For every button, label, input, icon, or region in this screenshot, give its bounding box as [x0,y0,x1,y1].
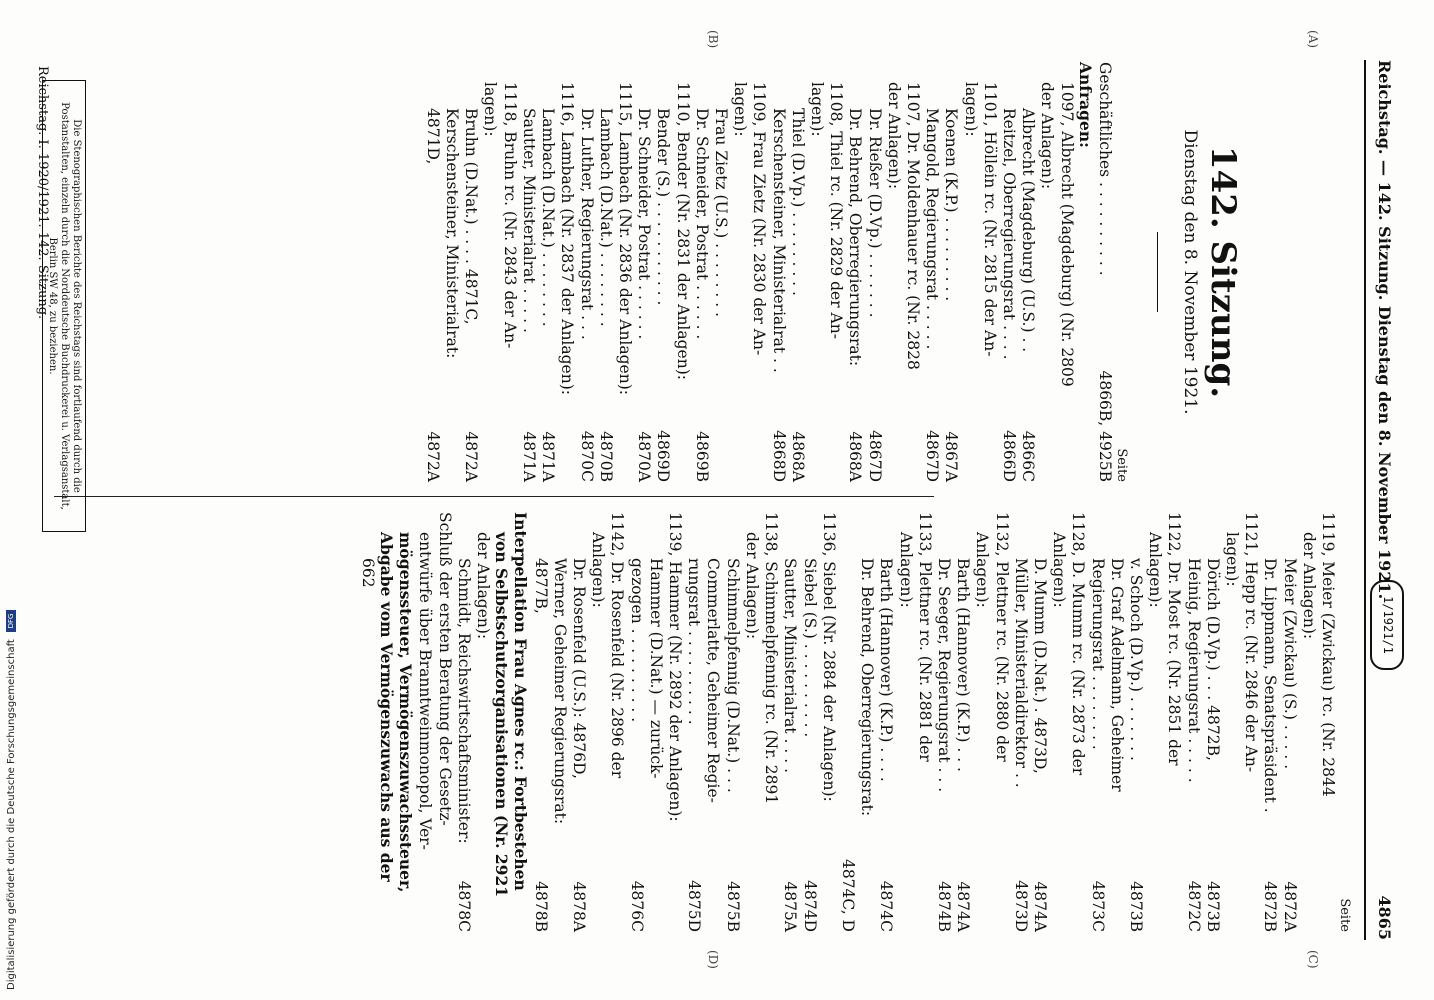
toc-entry-text: entwürfe über Branntweinmonopol, Ver- [416,532,435,850]
toc-entry-text: Commerlatte, Geheimer Regie- [704,558,723,803]
toc-entry [461,62,480,482]
toc-entry [768,62,787,482]
toc-entry-page: 4878B [531,881,550,932]
toc-entry [703,512,722,932]
toc-entry-page: 4870B [596,431,615,482]
toc-entry [788,62,807,482]
toc-entry-text: 4871D, [423,108,442,165]
toc-entry-page: 4873D [1011,880,1030,932]
toc-entry-page: 4866D [999,430,1018,482]
margin-letter-b: (B) [706,30,720,49]
toc-entry [480,62,499,482]
toc-entry [1049,512,1068,932]
imprint-box: Die Stenographischen Berichte des Reichstags sind fortlaufend durch die Postanstalten, einzeln durch die Norddeutsche Buchdruckerei u. Verlagsanstalt, Berlin SW 48, zu beziehen. [42,80,86,532]
toc-entry [377,512,396,932]
toc-entry-page: 4874C, D [838,858,857,932]
toc-entry-text: Hammer (D.Nat.) — zurück- [646,558,665,779]
toc-entry [596,62,615,482]
toc-entry-text: Anfragen: [1075,62,1095,148]
toc-entry-text: Regierungsrat . . . . . . . . [1088,558,1107,750]
toc-entry [500,62,519,482]
toc-entry [1222,512,1241,932]
left-toc-list [423,62,1114,482]
header-rule [1364,60,1366,940]
toc-entry [415,512,434,932]
toc-entry [1018,62,1037,482]
toc-entry-text: D. Mumm (D.Nat.) . 4873D, [1030,558,1049,774]
toc-entry-text: lagen): [807,82,826,137]
margin-letter-a: (A) [1306,30,1320,49]
toc-entry-text: 1116, Lambach (Nr. 2837 der Anlagen): [558,82,577,395]
toc-entry [972,512,991,932]
toc-entry-text: gezogen . . . . . . . . . . [627,558,646,723]
toc-entry [492,512,511,932]
toc-entry [711,62,730,482]
toc-entry-text: Barth (Hannover) (K.P.) . . . . [877,558,896,782]
toc-entry [723,512,742,932]
printed-page [22,20,1412,980]
toc-entry [1183,512,1202,932]
toc-entry-text: der Anlagen): [1299,532,1318,640]
toc-entry-text: Schluß der ersten Beratung der Gesetz- [435,512,454,826]
toc-entry [473,512,492,932]
toc-entry-page: 4871A [539,431,558,482]
footer-volume: Reichstag. I. 1920/1921. 142. Sitzung. [35,66,50,320]
toc-entry [692,62,711,482]
header-page-number: 4865 [1375,895,1394,940]
toc-entry [1145,512,1164,932]
toc-entry [826,62,845,482]
toc-entry-text: 1133, Plettner rc. (Nr. 2881 der [915,512,934,762]
toc-entry-page: 4870A [635,431,654,482]
toc-entry-text: Anlagen): [1146,532,1165,608]
toc-entry [922,62,941,482]
toc-entry-text: Frau Zietz (U.S.) . . . . . . . . [711,108,730,318]
header-title: Reichstag. — 142. Sitzung. Dienstag den 8. November 1921. [1375,60,1394,600]
toc-entry-text: Kerschensteiner, Ministerialrat . . [769,108,788,373]
toc-entry [1076,62,1095,482]
toc-entry-text: Dr. Luther, Regierungsrat . . . [577,108,596,340]
toc-entry-text: 1115, Lambach (Nr. 2836 der Anlagen): [615,82,634,395]
toc-entry-page: 4868A [788,431,807,482]
toc-entry-page: 4870C [577,430,596,482]
session-date: Dienstag den 8. November 1921. [1180,129,1200,415]
toc-entry-text: Dr. Rießer (D.Vp.) . . . . . . . [865,108,884,318]
toc-entry [1299,512,1318,932]
toc-entry-text: Bender (S.) . . . . . . . . . . . [654,108,673,306]
seite-label-left: Seite [1114,448,1129,482]
toc-entry [550,512,569,932]
toc-entry-text: Interpellation Frau Agnes rc.: Fortbestehen [511,512,531,891]
toc-entry [434,512,453,932]
toc-entry-text: 1128, D. Mumm rc. (Nr. 2873 der [1069,512,1088,776]
toc-entry [1203,512,1222,932]
toc-entry-page: 4875A [781,881,800,932]
toc-entry-text: Anlagen): [896,532,915,608]
toc-entry [396,512,415,932]
toc-entry-page: 4872C [1184,880,1203,932]
toc-entry-text: Dörich (D.Vp.) . . . 4872B, [1203,558,1222,761]
toc-entry-page: 4874A [1030,881,1049,932]
toc-entry-text: Dr. Schneider, Postrat . . . . . . [635,108,654,340]
toc-entry [1030,512,1049,932]
margin-letter-d: (D) [706,950,720,969]
toc-entry-text: lagen): [481,82,500,137]
toc-entry-text: Bruhn (D.Nat.) . . . . 4871C, [462,108,481,325]
dfg-credit-text: Digitalisierung gefördert durch die Deutsche Forschungsgemeinschaft [6,639,17,990]
toc-entry-page: 4878A [570,881,589,932]
toc-entry-text: Mangold, Regierungsrat . . . . . [923,108,942,350]
toc-entry-text: mögenssteuer, Vermögenszuwachssteuer, [396,532,416,893]
toc-entry-text: der Anlagen): [742,532,761,640]
toc-entry [672,62,691,482]
toc-entry-page: 4873C [1088,880,1107,932]
toc-entry-page: 4866C [1019,430,1038,482]
toc-entry [819,512,838,932]
column-divider [54,496,934,497]
toc-entry [1087,512,1106,932]
toc-entry [960,62,979,482]
toc-entry-text: v. Schoch (D.Vp.) . . . . . . . [1126,558,1145,761]
toc-entry-text: 1101, Höllein rc. (Nr. 2815 der An- [980,82,999,357]
toc-entry-text: Barth (Hannover) (K.P.) . . . [954,558,973,772]
left-column [423,62,1354,482]
toc-entry-text: Müller, Ministerialdirektor . . [1011,558,1030,788]
toc-entry-page: 4872B [1261,881,1280,932]
toc-entry-page: 4874C [877,880,896,932]
toc-entry-text: der Anlagen): [884,82,903,190]
toc-entry-text: lagen): [1222,532,1241,587]
toc-entry-text: Abgabe vom Vermögenszuwachs aus der [377,532,397,882]
toc-entry-text: lagen): [961,82,980,137]
toc-entry-page: 4867D [923,430,942,482]
toc-entry [454,512,473,932]
toc-entry-text: 1107, Dr. Moldenhauer rc. (Nr. 2828 [903,82,922,370]
toc-entry-text: Kerschensteiner, Ministerialrat: [443,108,462,359]
toc-entry-page: 4878C [454,880,473,932]
toc-entry [941,62,960,482]
toc-entry [742,512,761,932]
toc-entry-text: Heinig, Regierungsrat . . . . . [1184,558,1203,783]
right-toc-list [358,512,1337,932]
toc-entry-text: 662 [358,558,377,588]
toc-entry-text: Koenen (K.P.) . . . . . . . . . [942,108,961,302]
toc-entry [615,62,634,482]
toc-entry-text: der Anlagen): [1038,82,1057,190]
toc-entry-page: 4866B, 4925B [1096,370,1114,482]
toc-entry-text: Sautter, Ministerialrat . . . . [781,558,800,774]
toc-entry [634,62,653,482]
right-column [358,512,1354,932]
toc-entry-text: Dr. Behrend, Oberregierungsrat: [858,558,877,817]
toc-entry-page: 4871A [519,431,538,482]
toc-entry-text: rungsrat . . . . . . . . . . [685,558,704,725]
toc-entry [749,62,768,482]
toc-entry-text: lagen): [731,82,750,137]
toc-entry-page: 4873B [1126,881,1145,932]
toc-entry-text: Geschäftliches . . . . . . . . . . [1096,62,1114,276]
toc-entry [1318,512,1337,932]
toc-entry [799,512,818,932]
toc-entry [1056,62,1075,482]
toc-entry-text: von Selbstschutzorganisationen (Nr. 2921 [492,532,512,898]
toc-entry-text: Siebel (S.) . . . . . . . . . . [800,558,819,738]
toc-entry-page: 4868A [846,431,865,482]
toc-entry-page: 4874B [934,881,953,932]
toc-entry-text: 1138, Schimmelpfennig rc. (Nr. 2891 [762,512,781,805]
toc-entry-text: Albrecht (Magdeburg) (U.S.) . . [1019,108,1038,353]
toc-entry [519,62,538,482]
toc-entry [857,512,876,932]
toc-entry-text: 1121, Hepp rc. (Nr. 2846 der An- [1242,512,1261,773]
toc-entry [442,62,461,482]
toc-entry-page: 4869D [654,430,673,482]
toc-entry-text: 1119, Meier (Zwickau) rc. (Nr. 2844 [1319,512,1337,797]
toc-entry-text: 4877B, [531,558,550,614]
toc-entry-page: 4872A [462,431,481,482]
toc-entry-text: 1108, Thiel rc. (Nr. 2829 der An- [827,82,846,339]
toc-entry-page: 4867D [865,430,884,482]
title-rule [1157,232,1158,312]
session-title-block [1157,62,1244,482]
toc-entry [953,512,972,932]
toc-entry-page: 4872A [1280,881,1299,932]
toc-entry [915,512,934,932]
toc-entry-text: Lambach (D.Nat.) . . . . . . . . [596,108,615,327]
toc-entry [530,512,549,932]
toc-entry [838,512,857,932]
toc-entry-text: Schimmelpfennig (D.Nat.) . . . [723,558,742,793]
toc-entry [845,62,864,482]
toc-entry [684,512,703,932]
toc-entry-text: Reitzel, Oberregierungsrat . . . . [999,108,1018,360]
toc-entry [980,62,999,482]
toc-entry-text: Anlagen): [1050,532,1069,608]
toc-entry-text: Dr. Lippmann, Senatspräsident . [1261,558,1280,813]
toc-entry [884,62,903,482]
toc-entry [646,512,665,932]
toc-entry-text: Anlagen): [973,532,992,608]
toc-entry [903,62,922,482]
toc-entry [999,62,1018,482]
toc-entry-page: 4873B [1203,881,1222,932]
running-header [1370,60,1394,940]
toc-entry [1241,512,1260,932]
toc-entry [1095,62,1114,482]
toc-entry [730,62,749,482]
toc-entry [538,62,557,482]
toc-entry-text: Dr. Schneider, Postrat . . . . . . [692,108,711,340]
toc-entry-text: Anlagen): [589,532,608,608]
toc-entry [358,512,377,932]
toc-entry-text: Meier (Zwickau) (S.) . . . . . [1280,558,1299,770]
toc-entry-page: 4868D [769,430,788,482]
toc-entry [511,512,530,932]
dfg-credit [6,610,17,990]
toc-entry-page: 4872A [423,431,442,482]
toc-entry [1164,512,1183,932]
toc-entry [1107,512,1126,932]
toc-entry-text: Schmidt, Reichswirtschaftsminister: [454,558,473,844]
toc-entry [1011,512,1030,932]
toc-entry-page: 4867A [942,431,961,482]
toc-entry [864,62,883,482]
toc-entry-page: 4876C [627,880,646,932]
toc-entry-text: 1139, Hammer (Nr. 2892 der Anlagen): [666,512,685,822]
toc-entry [569,512,588,932]
toc-entry [576,62,595,482]
toc-entry-page: 4875B [723,881,742,932]
toc-entry-text: 1132, Plettner rc. (Nr. 2880 der [992,512,1011,762]
toc-entry-text: Sautter, Ministerialrat . . . . . [519,108,538,333]
toc-entry-text: Dr. Seeger, Regierungsrat . . . [934,558,953,793]
toc-entry [423,62,442,482]
toc-entry [876,512,895,932]
session-title: 142. Sitzung. [1203,145,1243,399]
toc-entry [934,512,953,932]
toc-entry [588,512,607,932]
toc-entry [991,512,1010,932]
margin-letter-c: (C) [1306,950,1320,969]
toc-entry-page: 4875D [685,880,704,932]
toc-entry-page: 4874A [954,881,973,932]
toc-entry [1037,62,1056,482]
toc-entry [1260,512,1279,932]
toc-entry [807,62,826,482]
seite-label-right: Seite [1337,898,1352,932]
toc-entry-text: Dr. Graf Adelmann, Geheimer [1107,558,1126,792]
toc-entry-text: Thiel (D.Vp.) . . . . . . . . . [788,108,807,296]
toc-entry-text: 1118, Bruhn rc. (Nr. 2843 der An- [500,82,519,349]
toc-entry [626,512,645,932]
toc-entry-text: 1136, Siebel (Nr. 2884 der Anlagen): [819,512,838,802]
toc-entry [1279,512,1298,932]
archive-stamp: 1/1921/1 [1370,580,1404,670]
toc-entry-text: Dr. Rosenfeld (U.S.): 4876D, [570,558,589,779]
toc-entry [761,512,780,932]
toc-entry [1068,512,1087,932]
dfg-logo-icon: DFG [6,610,16,632]
toc-entry-text: Dr. Behrend, Oberregierungsrat: [846,108,865,367]
toc-entry [607,512,626,932]
toc-entry-text: 1110, Bender (Nr. 2831 der Anlagen): [673,82,692,380]
toc-entry [1126,512,1145,932]
toc-entry [780,512,799,932]
toc-entry [895,512,914,932]
toc-entry-text: der Anlagen): [474,532,493,640]
toc-entry [653,62,672,482]
toc-entry-text: Werner, Geheimer Regierungsrat: [550,558,569,825]
toc-entry-text: 1142, Dr. Rosenfeld (Nr. 2896 der [608,512,627,779]
toc-entry-text: 1122, Dr. Most rc. (Nr. 2851 der [1165,512,1184,766]
toc-entry-text: 1109, Frau Zietz (Nr. 2830 der An- [750,82,769,356]
toc-entry [665,512,684,932]
toc-entry-page: 4869B [692,431,711,482]
toc-entry-text: 1097, Albrecht (Magdeburg) (Nr. 2809 [1057,82,1076,387]
toc-entry-text: Lambach (D.Nat.) . . . . . . . . [539,108,558,327]
toc-entry [557,62,576,482]
toc-entry-page: 4874D [800,880,819,932]
